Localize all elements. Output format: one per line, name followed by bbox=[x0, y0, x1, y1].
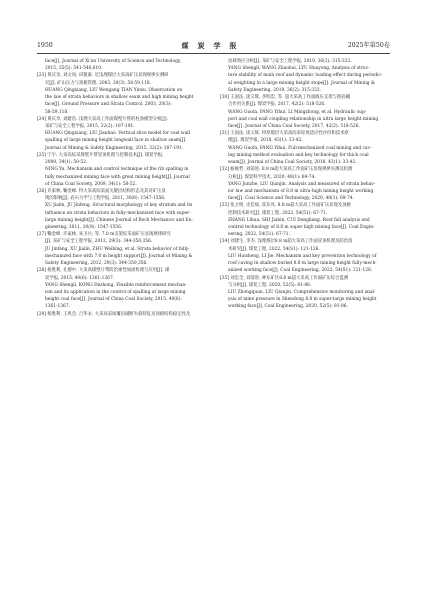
reference-line: roof caving in shallow buried 8.8 m large mining height fully-mech- bbox=[228, 261, 377, 267]
reference-line: LIU Huisheng, LI Jie. Mechanism and key prevention technology of bbox=[228, 253, 377, 259]
reference-line: [34] 刘建生, 李杰. 浅埋煤层8.8 m超大采高工作面冒顶机理及防治技 bbox=[220, 239, 353, 245]
reference-line: [30] 王国法, 庞义辉, 李明忠, 等. 超大采高工作面液压支架与围岩耦 bbox=[220, 95, 350, 101]
reference-line: WANG Guofa, PANG Yihui. Full-mechanized coal mining and cav- bbox=[228, 145, 372, 151]
page-number: 1950 bbox=[37, 42, 53, 49]
reference-line: 2009, 34(1): 50-52. bbox=[45, 160, 88, 166]
reference-line: large mining height[J]. Chinese Journal of Rock Mechanics and En- bbox=[45, 217, 193, 223]
reference-line: ture stability of main roof and dynamic loading effect during periodic- bbox=[228, 73, 383, 79]
reference-line: face[J]. Journal of China Coal Society, 2017, 42(2): 518-526. bbox=[228, 123, 360, 129]
reference-line: 动载效应分析[J]. 采矿与安全工程学报, 2019, 36(2): 315-322. bbox=[228, 59, 352, 64]
reference-line: anized working face[J]. Coal Engineering, 2022, 54(S1): 121-126. bbox=[228, 268, 373, 274]
reference-line: 分析[J]. 煤炭科学技术, 2020, 48(1): 69-74. bbox=[228, 174, 316, 180]
reference-line: [35] 刘忠全, 刘前进. 神东矿区8.8 m超大采高工作面矿压综合监测 bbox=[220, 275, 349, 281]
reference-line: WANG Guofa, PANG Yihui, LI Mingzhong, et al. Hydraulic sup- bbox=[228, 109, 367, 115]
reference-line: mechanized face with 7.0 m height support[J]. Journal of Mining & bbox=[45, 253, 193, 259]
references-left-column bbox=[37, 58, 207, 318]
reference-line: working face[J]. Coal Engineering, 2020, 52(5): 81-86. bbox=[228, 304, 348, 310]
reference-line: 与分析[J]. 煤炭工程, 2020, 52(5): 81-86. bbox=[228, 282, 312, 288]
reference-line: 合作用关系[J]. 煤炭学报, 2017, 42(2): 518-526. bbox=[228, 102, 326, 108]
reference-line: 2015, 35(5): 541-546,610. bbox=[45, 66, 103, 72]
reference-line: NING Yu. Mechanism and control technique of the rib spalling in bbox=[45, 167, 189, 173]
reference-line: [23] 黄庆享, 刘文岗, 田银素. 近浅埋煤层大采高矿压显现规律实测研 bbox=[37, 73, 169, 79]
reference-line: XU Jialin, JU Jinfeng. Structural morphology of key stratum and its bbox=[45, 203, 193, 209]
reference-line: 采矿与安全工程学报, 2015, 32(2): 187-191. bbox=[45, 123, 135, 129]
running-header bbox=[37, 40, 390, 52]
reference-line: port and coal wall coupling relationship in ultra large height mining bbox=[228, 116, 379, 122]
reference-line: influence on strata behaviors in fully-mechanized face with super- bbox=[45, 210, 191, 216]
reference-line: Safety Engineering, 2019, 36(2): 315-322. bbox=[228, 87, 321, 93]
reference-line: face[J]. Coal Science and Technology, 2020, 48(1): 69-74. bbox=[228, 196, 354, 202]
reference-line: Journal of Mining & Safety Engineering, 2015, 32(2): 187-191. bbox=[45, 145, 184, 151]
reference-line: 1361-1367. bbox=[45, 304, 70, 310]
journal-title: 煤炭学报 bbox=[181, 41, 246, 50]
reference-line: 58-59,118. bbox=[45, 109, 69, 115]
reference-line: 究[J]. 矿山压力与顶板管理, 2003, 20(3): 58-59,118. bbox=[45, 80, 152, 86]
reference-line: [33] 张之明, 史佳斌, 崔东亮. 8.8 m超大采高工作面矿压显现及顶板 bbox=[220, 203, 351, 209]
reference-line: LIU Zhongquan, LIU Qianjin. Comprehensive monitoring and anal- bbox=[228, 290, 376, 295]
reference-line: gineering, 2011, 30(8): 1547-1556. bbox=[45, 225, 123, 231]
reference-line: ysis of mine pressure in Shendong 8.8 m super-large mining height bbox=[228, 297, 377, 303]
reference-line: seam[J]. Journal of China Coal Society, 2018, 43(1): 33-42. bbox=[228, 160, 357, 166]
reference-line: fully mechanized mining face with great mining height[J]. Journal bbox=[45, 174, 190, 180]
reference-line: [28] 杨胜利, 孔德中. 大采高煤壁片帮防治柔性加固机理与应用[J]. 煤 bbox=[37, 268, 170, 274]
reference-line: the law of strata behaviors in shallow seam and high mining height bbox=[45, 95, 194, 101]
reference-line: [31] 王国法, 庞义辉. 特厚煤层大采高综采综放适应性评价和技术原 bbox=[220, 131, 349, 137]
reference-line: [25] 宁宇. 大采高综采煤壁片帮冒顶机理与控制技术[J]. 煤炭学报, bbox=[37, 152, 164, 158]
reference-line: HUANG Qingxiang, LIU Jianhao. Vertical slice model for coal wall bbox=[45, 131, 190, 137]
reference-line: YANG Shengli, WANG Zhaohui, LYU Huayong. Analysis of struc- bbox=[228, 66, 370, 72]
issue-info: 2025年第50卷 bbox=[347, 42, 390, 49]
reference-line: ior law and mechanism of 8.8 m ultra-high mining height working bbox=[228, 188, 374, 194]
reference-line: Safety Engineering, 2012, 29(3): 344-350,356. bbox=[45, 261, 148, 267]
reference-line: JU Jinfeng, XU Jialin, ZHU Weibing, et al. Strata behavior of fully- bbox=[45, 246, 190, 252]
reference-line: [26] 许家林, 鞠金峰. 特大采高综采面关键层结构形态及其对矿压显 bbox=[37, 188, 166, 194]
reference-line: ing mining method evaluation and key technology for thick coal bbox=[228, 152, 369, 158]
reference-line: 现的影响[J]. 岩石力学与工程学报, 2011, 30(8): 1547-1556. bbox=[45, 196, 166, 202]
reference-line: 炭学报, 2015, 40(6): 1361-1367. bbox=[45, 275, 115, 281]
reference-line: [32] 杨俊哲, 刘前进. 8.8 m超大采高工作面矿压显现规律实测及机理 bbox=[220, 167, 353, 173]
reference-line: 理[J]. 煤炭学报, 2018, 43(1): 33-42. bbox=[228, 138, 303, 144]
reference-line: control technology of 8.8 m super high mining face[J]. Coal Engin- bbox=[228, 225, 375, 231]
reference-line: [27] 鞠金峰, 许家林, 朱卫兵, 等. 7.0 m支架综采面矿压显现规律研究 bbox=[37, 232, 171, 238]
reference-line: YANG Shengli, KONG Dezhong. Flexible reinforcement mechan- bbox=[45, 282, 187, 288]
reference-line: of China Coal Society, 2009, 34(1): 50-52. bbox=[45, 181, 137, 187]
reference-line: ZHANG Lihua, SHI Jiabin, CUI Dongliang. Roof fall analysis and bbox=[228, 217, 370, 223]
reference-line: face[J]. Journal of Xi'an University of Science and Technology, bbox=[45, 59, 182, 64]
reference-line: [J]. 采矿与安全工程学报, 2012, 29(3): 344-350,356. bbox=[45, 239, 153, 245]
reference-line: al weighting in a large mining height stope[J]. Journal of Mining & bbox=[228, 80, 375, 86]
reference-line: [29] 杨胜利, 王兆会, 吕华永. 大采高采场覆岩破断失稳特征及顶板结构稳定性及 bbox=[37, 311, 191, 317]
reference-line: HUANG Qingxiang, LIU Wengang TIAN Yinsu. Observation on bbox=[45, 87, 183, 93]
reference-line: [24] 黄庆享, 刘建浩. 浅埋大采高工作面煤壁片帮的柱条模型分析[J]. bbox=[37, 116, 168, 122]
reference-line: height coal face[J]. Journal of China Coal Society, 2015, 40(6): bbox=[45, 297, 182, 303]
references-right-column bbox=[220, 58, 390, 311]
reference-line: face[J]. Ground Pressure and Strata Control, 2003, 20(3): bbox=[45, 102, 172, 108]
reference-line: ism and its application in the control of spalling at large mining bbox=[45, 290, 186, 295]
reference-line: 控制技术研究[J]. 煤炭工程, 2022, 54(51): 67-71. bbox=[228, 210, 328, 216]
header-rule bbox=[37, 53, 390, 54]
reference-line: eering, 2022, 54(51): 67-71. bbox=[228, 232, 290, 238]
reference-line: 术研究[J]. 煤炭工程, 2022, 54(S1): 121-126. bbox=[228, 246, 320, 252]
reference-line: YANG Junzhe, LIU Qianjin. Analysis and measured of strata behav- bbox=[228, 181, 376, 187]
reference-line: spalling of large mining height longwall face in shallow seam[J]. bbox=[45, 138, 187, 144]
